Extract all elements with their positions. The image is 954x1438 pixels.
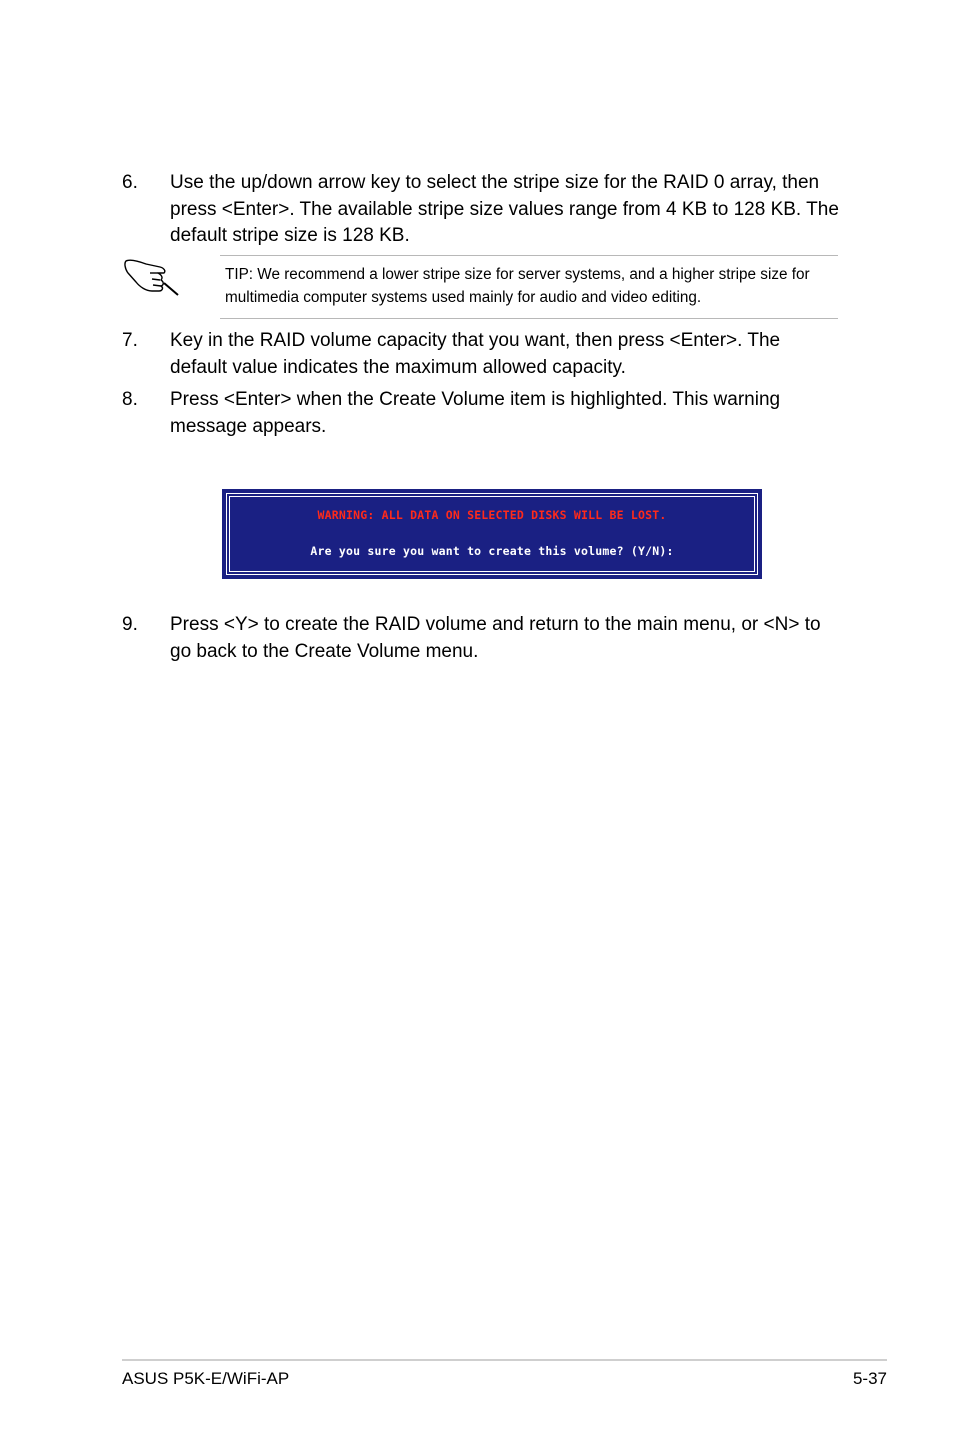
page-number: 5-37	[852, 1369, 887, 1388]
tip-divider-bottom	[220, 318, 838, 319]
footer-divider	[122, 1359, 887, 1361]
step-9	[122, 612, 842, 665]
step-6	[122, 170, 842, 250]
dialog-border-outer	[226, 493, 758, 575]
step-number: 6.	[122, 172, 138, 193]
step-text: Press <Enter> when the Create Volume item is highlighted. This warning message appears.	[170, 389, 781, 437]
footer-product-name: ASUS P5K-E/WiFi-AP	[122, 1369, 290, 1388]
step-number: 9.	[122, 614, 138, 635]
bios-warning-dialog	[222, 489, 762, 579]
step-text: Press <Y> to create the RAID volume and return to the main menu, or <N> to go back to the Create Volume menu.	[170, 614, 821, 662]
step-number: 7.	[122, 330, 138, 351]
tip-divider-top	[220, 255, 838, 256]
step-text: Key in the RAID volume capacity that you want, then press <Enter>. The default value indicates the maximum allowed capacity.	[170, 330, 781, 378]
tip-text: TIP: We recommend a lower stripe size for server systems, and a higher stripe size for multimedia computer systems used mainly for audio and video editing.	[225, 266, 810, 306]
hand-icon	[124, 253, 180, 297]
step-text: Use the up/down arrow key to select the stripe size for the RAID 0 array, then press <Enter>. The available stripe size values range from 4 KB to 128 KB. The default stripe size is 128 KB.	[170, 172, 839, 246]
warning-message: WARNING: ALL DATA ON SELECTED DISKS WILL BE LOST.	[317, 508, 667, 522]
step-7	[122, 328, 842, 381]
confirm-prompt: Are you sure you want to create this volume? (Y/N):	[310, 544, 674, 558]
step-8	[122, 387, 842, 440]
step-number: 8.	[122, 389, 138, 410]
